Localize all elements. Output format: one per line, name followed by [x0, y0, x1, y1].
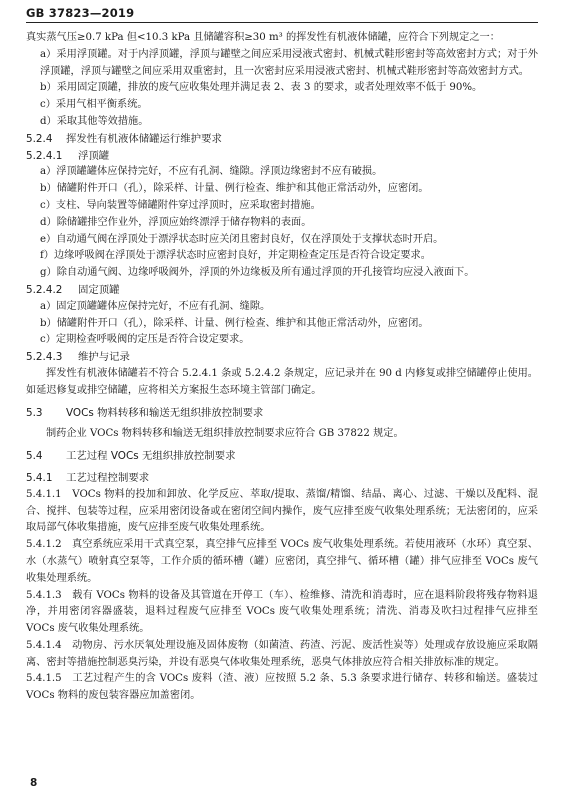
- section-5-2-4-2-heading: [26, 282, 538, 299]
- section-number: 5.2.4.2: [26, 283, 63, 296]
- section-5-4-1-heading: [26, 470, 538, 487]
- section-5-3-heading: [26, 405, 538, 422]
- list-item: e）自动通气阀在浮顶处于漂浮状态时应关闭且密封良好，仅在浮顶处于支撑状态时开启。: [40, 233, 444, 245]
- section-title: 固定顶罐: [78, 283, 120, 296]
- page-number: 8: [30, 777, 38, 789]
- section-number: 5.4.1: [26, 471, 53, 484]
- section-title: 工艺过程控制要求: [66, 471, 150, 484]
- intro-item-c: c）采用气相平衡系统。: [40, 99, 148, 111]
- intro-paragraph: 真实蒸气压≥0.7 kPa 但<10.3 kPa 且储罐容积≥30 m³ 的挥发性有机液体储罐，应符合下列规定之一：: [26, 32, 500, 43]
- clause-5-4-1-1: 5.4.1.1 VOCs 物料的投加和卸放、化学反应、萃取/提取、蒸馏/精馏、结晶、离心、过滤、干燥以及配料、混合、搅拌、包装等过程，应采用密闭设备或在密闭空间内操作，废气应排至废气收集处理系统；无法密闭的，应采取局部气体收集措施，废气应排至废气收集处理系统。: [26, 488, 538, 534]
- section-5-4-heading: [26, 448, 538, 465]
- section-title: VOCs 物料转移和输送无组织排放控制要求: [66, 406, 264, 419]
- section-number: 5.3: [26, 406, 43, 419]
- list-item: b）储罐附件开口（孔），除采样、计量、例行检查、维护和其他正常活动外，应密闭。: [40, 317, 429, 329]
- clause-5-4-1-2: 5.4.1.2 真空系统应采用干式真空泵，真空排气应排至 VOCs 废气收集处理系统。若使用液环（水环）真空泵、水（水蒸气）喷射真空泵等，工作介质的循环槽（罐）应密闭，真空排气、循环槽（罐）排气应排至 VOCs 废气收集处理系统。: [26, 539, 538, 584]
- header-rule: [26, 22, 538, 23]
- list-item: f）边缘呼吸阀在浮顶处于漂浮状态时应密封良好，并定期检查定压是否符合设定要求。: [40, 250, 431, 262]
- section-5-2-4-heading: [26, 131, 538, 148]
- intro-item-b: b）采用固定顶罐，排放的废气应收集处理并满足表 2、表 3 的要求，或者处理效率不低于 90%。: [40, 82, 483, 94]
- section-5-2-4-3-heading: [26, 349, 538, 366]
- section-number: 5.4: [26, 450, 43, 463]
- section-title: 工艺过程 VOCs 无组织排放控制要求: [66, 450, 236, 463]
- section-title: 挥发性有机液体储罐运行维护要求: [66, 132, 222, 145]
- section-number: 5.2.4.1: [26, 149, 63, 162]
- section-number: 5.2.4.3: [26, 351, 63, 364]
- list-item: g）除自动通气阀、边缘呼吸阀外，浮顶的外边缘板及所有通过浮顶的开孔接管均应浸入液面下。: [40, 267, 475, 279]
- list-item: d）除储罐排空作业外，浮顶应始终漂浮于储存物料的表面。: [40, 216, 312, 228]
- intro-item-a: a）采用浮顶罐。对于内浮顶罐，浮顶与罐壁之间应采用浸液式密封、机械式鞋形密封等高效密封方式；对于外浮顶罐，浮顶与罐壁之间应采用双重密封，且一次密封应采用浸液式密封、机械式鞋形密封等高效密封方式。: [40, 48, 538, 77]
- list-item: a）固定顶罐罐体应保持完好，不应有孔洞、缝隙。: [40, 300, 271, 312]
- clause-5-4-1-5: 5.4.1.5 工艺过程产生的含 VOCs 废料（渣、液）应按照 5.2 条、5.3 条要求进行储存、转移和输送。盛装过 VOCs 物料的废包装容器应加盖密闭。: [26, 673, 538, 702]
- list-item: a）浮顶罐罐体应保持完好，不应有孔洞、缝隙。浮顶边缘密封不应有破损。: [40, 166, 383, 178]
- list-item: c）定期检查呼吸阀的定压是否符合设定要求。: [40, 334, 250, 346]
- section-number: 5.2.4: [26, 132, 53, 145]
- intro-item-d: d）采取其他等效措施。: [40, 115, 149, 127]
- list-item: b）储罐附件开口（孔），除采样、计量、例行检查、维护和其他正常活动外，应密闭。: [40, 183, 429, 195]
- clause-5-4-1-4: 5.4.1.4 动物房、污水厌氧处理设施及固体废物（如菌渣、药渣、污泥、废活性炭等）处理或存放设施应采取隔离、密封等措施控制恶臭污染，并设有恶臭气体收集处理系统，恶臭气体排放应符合相关排放标准的规定。: [26, 639, 538, 668]
- clause-5-4-1-3: 5.4.1.3 载有 VOCs 物料的设备及其管道在开停工（车）、检维修、清洗和消毒时，应在退料阶段将残存物料退净，并用密闭容器盛装，退料过程废气应排至 VOCs 废气收集处理系统；清洗、消毒及吹扫过程排气应排至 VOCs 废气收集处理系统。: [26, 589, 538, 635]
- section-5-2-4-1-heading: [26, 148, 538, 165]
- standard-id-header: GB 37823—2019: [26, 6, 135, 20]
- section-title: 浮顶罐: [78, 149, 110, 162]
- list-item: c）支柱、导向装置等储罐附件穿过浮顶时，应采取密封措施。: [40, 199, 321, 211]
- page-content: [26, 30, 538, 705]
- maintenance-paragraph: 挥发性有机液体储罐若不符合 5.2.4.1 条或 5.2.4.2 条规定，应记录并在 90 d 内修复或排空储罐停止使用。如延迟修复或排空储罐，应将相关方案报生态环境主管部门确定。: [26, 367, 538, 396]
- section-5-3-paragraph: 制药企业 VOCs 物料转移和输送无组织排放控制要求应符合 GB 37822 规定。: [46, 428, 404, 440]
- section-title: 维护与记录: [78, 351, 130, 364]
